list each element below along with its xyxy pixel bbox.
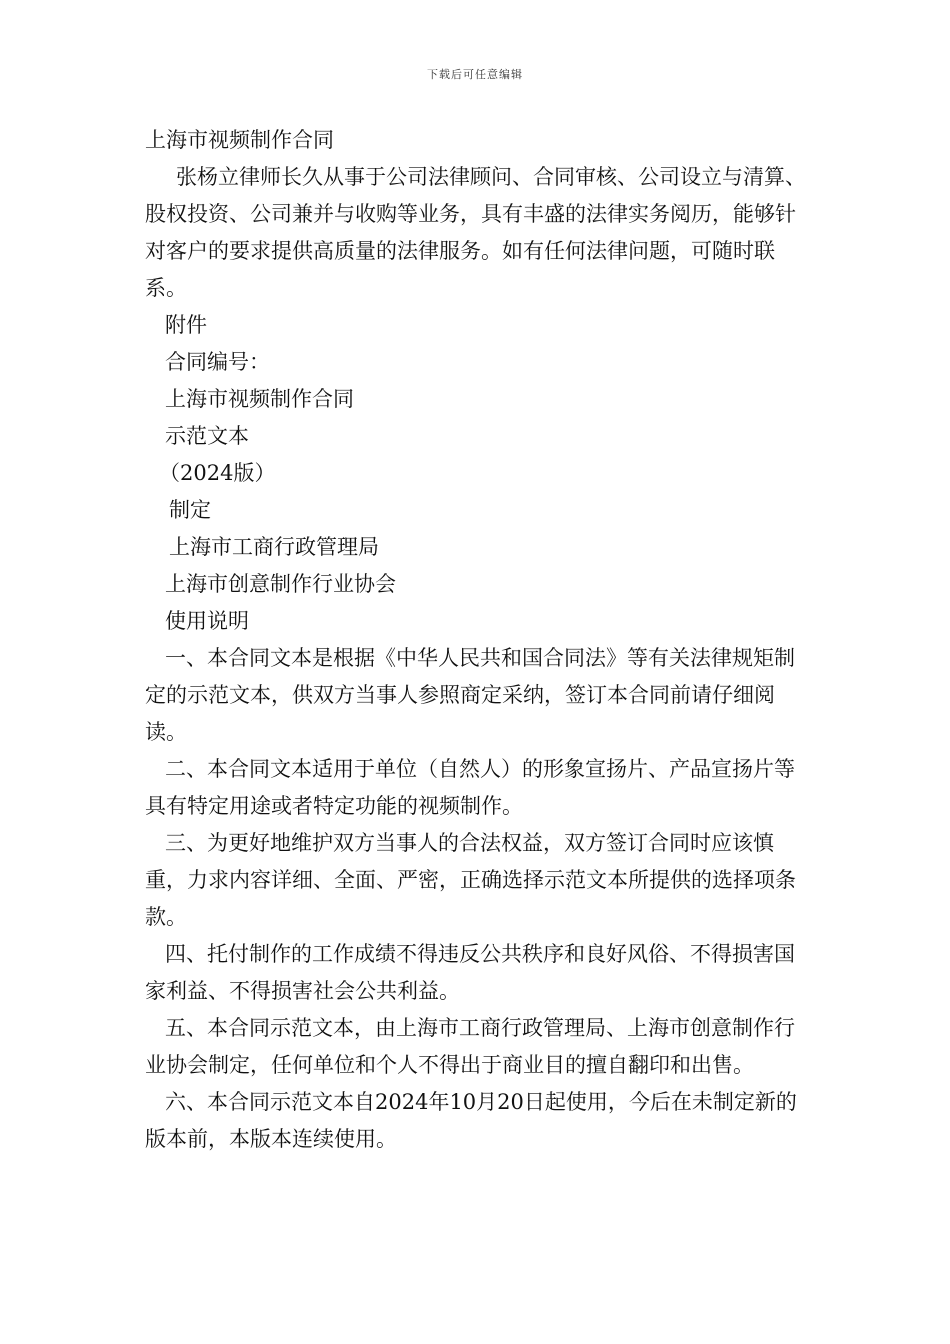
enacted-label: 制定 [169, 498, 211, 522]
usage-item-5: 五、本合同示范文本，由上海市工商行政管理局、上海市创意制作行业协会制定，任何单位和个人不得出于商业目的擅自翻印和出售。 [145, 1016, 795, 1077]
authority-creative-association: 上海市创意制作行业协会 [165, 572, 396, 596]
usage-item-2: 二、本合同文本适用于单位（自然人）的形象宣扬片、产品宣扬片等具有特定用途或者特定功能的视频制作。 [145, 757, 795, 818]
usage-item-1: 一、本合同文本是根据《中华人民共和国合同法》等有关法律规矩制定的示范文本，供双方当事人参照商定采纳，签订本合同前请仔细阅读。 [145, 646, 795, 744]
cover-title: 上海市视频制作合同 [165, 387, 354, 411]
authority-commerce-bureau: 上海市工商行政管理局 [169, 535, 379, 559]
page-header-note: 下载后可任意编辑 [427, 68, 523, 81]
contract-number-label: 合同编号： [165, 350, 270, 374]
attachment-label: 附件 [165, 313, 207, 337]
document-body [145, 122, 810, 1158]
usage-item-4: 四、托付制作的工作成绩不得违反公共秩序和良好风俗、不得损害国家利益、不得损害社会公共利益。 [145, 942, 795, 1003]
lawyer-intro-paragraph: 张杨立律师长久从事于公司法律顾问、合同审核、公司设立与清算、股权投资、公司兼并与收购等业务，具有丰盛的法律实务阅历，能够针对客户的要求提供高质量的法律服务。如有任何法律问题，可随时联系。 [145, 165, 806, 300]
usage-item-6: 六、本合同示范文本自2024年10月20日起使用，今后在未制定新的版本前，本版本连续使用。 [145, 1090, 797, 1151]
usage-item-3: 三、为更好地维护双方当事人的合法权益，双方签订合同时应该慎重，力求内容详细、全面、严密，正确选择示范文本所提供的选择项条款。 [145, 831, 796, 929]
usage-instructions-title: 使用说明 [165, 609, 249, 633]
sample-text-label: 示范文本 [165, 424, 249, 448]
document-heading: 上海市视频制作合同 [145, 128, 334, 152]
edition-label: （2024版） [159, 461, 276, 485]
